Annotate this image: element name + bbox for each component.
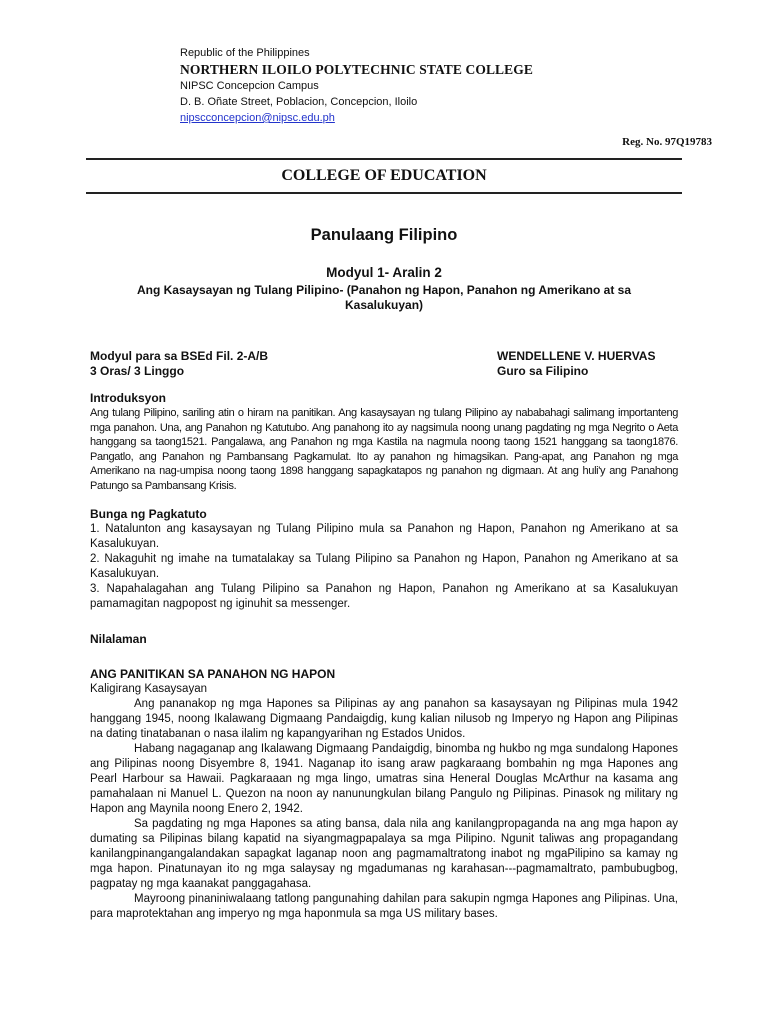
divider-bottom xyxy=(86,192,682,194)
module-for: Modyul para sa BSEd Fil. 2-A/B xyxy=(90,349,269,363)
lesson-subtitle: Ang Kasaysayan ng Tulang Pilipino- (Panahon ng Hapon, Panahon ng Amerikano at sa Kasalukuyan) xyxy=(136,283,632,312)
teacher-name: WENDELLENE V. HUERVAS xyxy=(497,349,656,363)
course-title: Panulaang Filipino xyxy=(310,226,458,244)
body-paragraph: Sa pagdating ng mga Hapones sa ating bansa, dala nila ang kanilangpropaganda na ang mga hapon ay dumating sa Pilipinas bilang kapatid na siyangmagpapalaya sa mga Pilipino. Ngunit taliwas ang propagandang kanilangpinangangalandakan sapagkat laganap noon ang pagmamaltratong inabot ng mgaPilipino sa kamay ng mga hapon. Pinatunayan ito ng mga salaysay ng mgadumanas ng karahasan---pagmamaltrato, pambubugbog, pagpatay ng mga kaanakat panggagahasa. xyxy=(90,818,678,890)
teacher-role: Guro sa Filipino xyxy=(497,364,589,378)
module-body xyxy=(90,391,678,922)
module-info xyxy=(90,349,268,379)
body-paragraph: Mayroong pinaniniwalaang tatlong pangunahing dahilan para sakupin ngmga Hapones ang Pilipinas. Una, para maprotektahan ang imperyo ng mga haponmula sa mga US military bases. xyxy=(90,893,678,920)
letterhead xyxy=(180,45,533,126)
section-title: ANG PANITIKAN SA PANAHON NG HAPON xyxy=(90,667,336,681)
content-heading: Nilalaman xyxy=(90,632,147,646)
campus-line: NIPSC Concepcion Campus xyxy=(180,80,319,92)
list-item: 1. Natalunton ang kasaysayan ng Tulang Pilipino mula sa Panahon ng Hapon, Panahon ng Amerikano at sa Kasalukuyan. xyxy=(90,523,678,550)
body-paragraph: Habang nagaganap ang Ikalawang Digmaang Pandaigdig, binomba ng hukbo ng mga sundalong Hapones ang Pilipinas noong Disyembre 8, 1941. Naganap ito isang araw pagkaraang bombahin ng mga Hapones ang Pearl Harbour sa Hawaii. Pagkaraaan ng mga lingo, umatras sina Heneral Douglas McArthur na kasama ang pamahalaan ni Manuel L. Quezon na noon ay nanunungkulan bilang Pangulo ng Pilipinas. Pinasok ng military ng Hapon ang Maynila noong Enero 2, 1942. xyxy=(90,743,678,815)
email-link[interactable]: nipscconcepcion@nipsc.edu.ph xyxy=(180,112,335,124)
intro-text: Ang tulang Pilipino, sariling atin o hiram na panitikan. Ang kasaysayan ng tulang Pilipino ay nababahagi salimang importanteng mga panahon. Una, ang Panahon ng Katutubo. Ang panahong ito ay nagsimula noong unang pagdating ng mga Negrito o Aeta hanggang sa taong1521. Pangalawa, ang Panahon ng mga Kastila na nagmula noong taong 1521 hanggang sa taong1876. Pangatlo, ang Panahon ng Pambansang Pagkamulat. Ito ay panahon ng himagsikan. Pang-apat, ang Panahon ng mga Amerikano na nag-umpisa noong taong 1898 hanggang sapagkatapos ng panahon ng digmaan. At ang huli'y ang Panahong Patungo sa Pambansang Krisis. xyxy=(90,407,678,492)
list-item: 2. Nakaguhit ng imahe na tumatalakay sa Tulang Pilipino sa Panahon ng Hapon, Panahon ng Amerikano at sa Kasalukuyan. xyxy=(90,553,678,580)
module-label: Modyul 1- Aralin 2 xyxy=(326,265,442,280)
outcomes-list xyxy=(90,522,678,612)
registration-number: Reg. No. 97Q19783 xyxy=(622,136,712,148)
republic-line: Republic of the Philippines xyxy=(180,47,310,59)
list-item: 3. Napahalagahan ang Tulang Pilipino sa Panahon ng Hapon, Panahon ng Amerikano at sa Kasalukuyan pamamagitan nagpopost ng iginuhit sa messenger. xyxy=(90,583,678,610)
teacher-info xyxy=(497,349,655,379)
institution-name: NORTHERN ILOILO POLYTECHNIC STATE COLLEGE xyxy=(180,62,533,77)
module-duration: 3 Oras/ 3 Linggo xyxy=(90,364,185,378)
college-name: COLLEGE OF EDUCATION xyxy=(281,167,487,184)
intro-heading: Introduksyon xyxy=(90,391,167,405)
body-paragraph: Ang pananakop ng mga Hapones sa Pilipinas ay ang panahon sa kasaysayan ng Pilipinas mula 1942 hanggang 1945, noong Ikalawang Digmaang Pandaigdig, kung kalian nilusob ng Imperyo ng Hapon ang Pilipinas na dating tinatabanan o nasa ilalim ng kapangyarihan ng Estados Unidos. xyxy=(90,698,678,740)
divider-top xyxy=(86,158,682,160)
section-subtitle: Kaligirang Kasaysayan xyxy=(90,683,207,695)
address-line: D. B. Oñate Street, Poblacion, Concepcion, Iloilo xyxy=(180,96,418,108)
outcomes-heading: Bunga ng Pagkatuto xyxy=(90,507,207,521)
